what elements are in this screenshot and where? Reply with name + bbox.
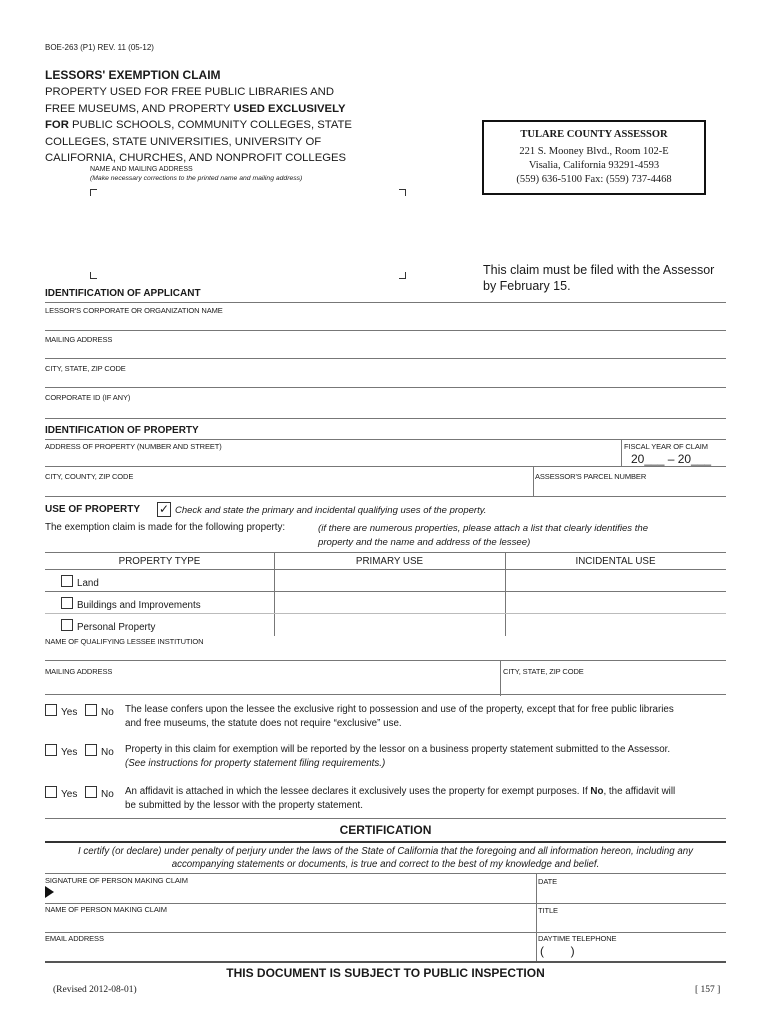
claim-for-note (318, 522, 648, 550)
column-header: PROPERTY TYPE (118, 556, 201, 567)
certification-heading: CERTIFICATION (339, 823, 432, 837)
deadline-line: by February 15. (483, 279, 571, 293)
lessee-city-field[interactable]: CITY, STATE, ZIP CODE (503, 667, 584, 676)
revised-date: (Revised 2012-08-01) (53, 985, 137, 995)
signature-field[interactable] (60, 884, 530, 900)
checkbox[interactable] (61, 597, 73, 609)
question-text (125, 785, 727, 813)
table-row-personal-property[interactable] (61, 619, 155, 633)
phone-label: DAYTIME TELEPHONE (538, 934, 617, 943)
no-option[interactable] (85, 744, 114, 758)
lessee-name-field[interactable]: NAME OF QUALIFYING LESSEE INSTITUTION (45, 637, 204, 646)
table-row-land[interactable] (61, 575, 99, 589)
form-title: LESSORS' EXEMPTION CLAIM (45, 68, 221, 82)
fiscal-year-field[interactable]: 20___ – 20___ (631, 452, 712, 466)
email-field[interactable]: EMAIL ADDRESS (45, 934, 104, 943)
text: , the affidavit will (603, 786, 676, 797)
checkbox[interactable] (85, 704, 97, 716)
option-label: Yes (61, 747, 78, 758)
line: (See instructions for property statement filing requirements.) (125, 758, 386, 769)
deadline-line: This claim must be filed with the Assessor (483, 263, 715, 277)
note-line: property and the name and address of the lessee) (318, 537, 531, 548)
checkbox[interactable] (85, 786, 97, 798)
deadline-note (483, 262, 714, 294)
form-subtitle (45, 84, 352, 167)
certification-statement (45, 845, 726, 871)
option-label: Yes (61, 789, 78, 800)
option-label: No (101, 789, 114, 800)
title-field[interactable]: TITLE (538, 906, 558, 915)
text: FREE MUSEUMS, AND PROPERTY (45, 102, 234, 115)
city-state-zip-field[interactable]: CITY, STATE, ZIP CODE (45, 364, 126, 373)
column-header: PRIMARY USE (355, 556, 424, 567)
note-line: (if there are numerous properties, please attach a list that clearly identifies the (318, 523, 649, 534)
subtitle-line: PROPERTY USED FOR FREE PUBLIC LIBRARIES AND (45, 86, 334, 98)
text: No (590, 786, 604, 797)
no-option[interactable] (85, 786, 114, 800)
use-heading: USE OF PROPERTY (45, 504, 141, 515)
checkbox[interactable] (45, 786, 57, 798)
line: I certify (or declare) under penalty of perjury under the laws of the State of California that the foregoing and all information hereon, including any (78, 846, 693, 857)
property-address-field[interactable]: ADDRESS OF PROPERTY (NUMBER AND STREET) (45, 442, 222, 451)
assessor-box (482, 120, 706, 195)
line: The lease confers upon the lessee the exclusive right to possession and use of the property, except that for free public libraries (125, 704, 674, 715)
checkbox[interactable] (61, 575, 73, 587)
line: Property in this claim for exemption will be reported by the lessor on a business property statement submitted to the Assessor. (125, 744, 671, 755)
property-city-field[interactable]: CITY, COUNTY, ZIP CODE (45, 472, 134, 481)
text: FOR (45, 119, 69, 131)
checkbox[interactable] (45, 704, 57, 716)
page-code: [ 157 ] (695, 985, 721, 995)
date-field[interactable]: DATE (538, 877, 558, 886)
public-notice: THIS DOCUMENT IS SUBJECT TO PUBLIC INSPECTION (226, 966, 545, 980)
property-heading: IDENTIFICATION OF PROPERTY (45, 425, 199, 436)
org-name-field[interactable]: LESSOR'S CORPORATE OR ORGANIZATION NAME (45, 306, 223, 315)
checkbox[interactable] (61, 619, 73, 631)
applicant-heading: IDENTIFICATION OF APPLICANT (45, 288, 201, 299)
claim-for-label: The exemption claim is made for the following property: (45, 522, 286, 533)
yes-option[interactable] (45, 704, 77, 718)
yes-option[interactable] (45, 786, 77, 800)
arrow-right-icon (45, 886, 54, 898)
text: An affidavit is attached in which the lessee declares it exclusively uses the property for exempt purposes. If (125, 786, 591, 797)
check-icon: ✓ (158, 502, 170, 516)
text: PUBLIC SCHOOLS, COMMUNITY COLLEGES, STATE (68, 119, 352, 131)
name-field[interactable]: NAME OF PERSON MAKING CLAIM (45, 905, 167, 914)
corporate-id-field[interactable]: CORPORATE ID (IF ANY) (45, 393, 131, 402)
form-id: BOE-263 (P1) REV. 11 (05-12) (45, 43, 154, 52)
phone-field[interactable]: ( ) (540, 944, 575, 958)
subtitle-line (45, 117, 352, 134)
lessee-mailing-field[interactable]: MAILING ADDRESS (45, 667, 113, 676)
row-label: Personal Property (77, 622, 156, 633)
column-header: INCIDENTAL USE (575, 556, 656, 567)
checkbox[interactable] (85, 744, 97, 756)
option-label: No (101, 707, 114, 718)
fiscal-year-label: FISCAL YEAR OF CLAIM (624, 442, 708, 451)
row-label: Land (77, 578, 99, 589)
line: and free museums, the statute does not require “exclusive” use. (125, 718, 402, 729)
assessor-city: Visalia, California 93291-4593 (528, 160, 660, 171)
question-text (125, 743, 727, 771)
parcel-number-field[interactable]: ASSESSOR'S PARCEL NUMBER (535, 472, 647, 481)
option-label: Yes (61, 707, 78, 718)
name-address-label: NAME AND MAILING ADDRESS (90, 166, 193, 173)
name-address-note: (Make necessary corrections to the printed name and mailing address) (90, 175, 303, 182)
option-label: No (101, 747, 114, 758)
subtitle-line: CALIFORNIA, CHURCHES, AND NONPROFIT COLLEGES (45, 152, 347, 164)
use-instruction: Check and state the primary and incidental qualifying uses of the property. (175, 505, 487, 516)
table-row-buildings[interactable] (61, 597, 201, 611)
assessor-name: TULARE COUNTY ASSESSOR (520, 129, 668, 140)
subtitle-line: COLLEGES, STATE UNIVERSITIES, UNIVERSITY OF (45, 135, 322, 148)
checkbox[interactable] (45, 744, 57, 756)
assessor-address: 221 S. Mooney Blvd., Room 102-E (519, 146, 669, 157)
line: accompanying statements or documents, is true and correct to the best of my knowledge and belief. (171, 859, 600, 870)
signature-label: SIGNATURE OF PERSON MAKING CLAIM (45, 876, 188, 885)
subtitle-line (45, 101, 352, 118)
row-label: Buildings and Improvements (77, 600, 201, 611)
mailing-address-field[interactable]: MAILING ADDRESS (45, 335, 113, 344)
assessor-phone: (559) 636-5100 Fax: (559) 737-4468 (516, 174, 672, 185)
text: USED EXCLUSIVELY (233, 102, 346, 115)
question-text (125, 703, 727, 731)
line: be submitted by the lessor with the property statement. (125, 800, 363, 811)
yes-option[interactable] (45, 744, 77, 758)
no-option[interactable] (85, 704, 114, 718)
line (125, 785, 727, 799)
